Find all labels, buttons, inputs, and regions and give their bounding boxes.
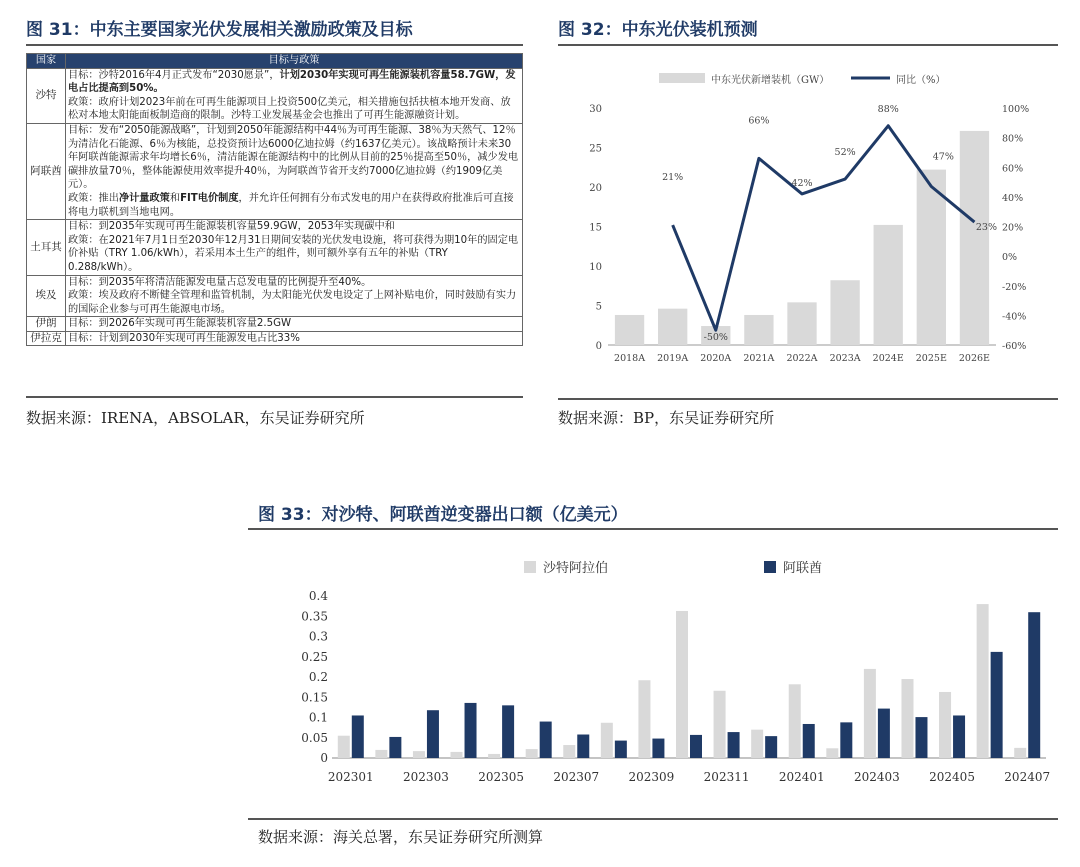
bar-saudi [338, 736, 350, 758]
x-tick-label: 202311 [703, 770, 750, 784]
policy-segment: 目标：沙特2016年4月正式发布“2030愿景”， [68, 69, 280, 81]
y-right-tick-label: 20% [1002, 222, 1024, 234]
bar-uae [803, 724, 815, 758]
policy-segment: 和 [169, 192, 181, 204]
policy-highlight: FIT电价制度 [180, 192, 239, 204]
bar-saudi [488, 754, 500, 758]
legend-label-yoy: 同比（%） [896, 75, 946, 86]
bar-saudi [1014, 748, 1026, 758]
x-tick-label: 2023A [829, 353, 861, 364]
bar-uae [615, 741, 627, 758]
bar-saudi [375, 750, 387, 758]
y-tick-label: 0.1 [308, 710, 328, 725]
x-tick-label: 2020A [700, 353, 732, 364]
bar-saudi [864, 669, 876, 758]
bar-uae [465, 703, 477, 758]
fig31-source: 数据来源：IRENA，ABSOLAR，东吴证券研究所 [26, 409, 365, 427]
y-right-tick-label: -20% [1002, 281, 1027, 293]
fig33-source: 数据来源：海关总署，东吴证券研究所测算 [258, 828, 544, 846]
bar-uae [352, 715, 364, 758]
policy-row [27, 220, 523, 275]
bar-saudi [901, 679, 913, 758]
legend-swatch-saudi [524, 561, 536, 573]
x-tick-label: 202305 [478, 770, 525, 784]
bar-installs [874, 225, 903, 345]
y-tick-label: 0.3 [308, 629, 328, 644]
bar-saudi [977, 604, 989, 758]
bar-installs [830, 280, 859, 345]
policy-country: 阿联酋 [27, 123, 66, 219]
y-left-tick-label: 20 [589, 183, 602, 194]
policy-segment: 政策：埃及政府不断健全管理和监管机制，为太阳能光伏发电设定了上网补贴电价，同时鼓励有实力的国际企业参与可再生能源电市场。 [68, 290, 517, 315]
bar-uae [728, 732, 740, 758]
policy-country: 沙特 [27, 68, 66, 123]
x-tick-label: 202301 [327, 770, 374, 784]
policy-text [66, 68, 523, 123]
policy-segment: 目标：到2026年实现可再生能源装机容量2.5GW [68, 318, 292, 330]
x-tick-label: 202401 [778, 770, 825, 784]
inverter-export-chart [248, 532, 1058, 818]
bar-saudi [676, 611, 688, 758]
bar-installs [615, 315, 644, 345]
policy-paragraph [68, 220, 520, 234]
policy-paragraph [68, 192, 520, 219]
legend-label-uae: 阿联酋 [783, 561, 823, 576]
legend-label-saudi: 沙特阿拉伯 [543, 561, 609, 576]
header-country: 国家 [27, 54, 66, 69]
y-right-tick-label: 0% [1002, 252, 1018, 264]
bar-uae [540, 722, 552, 758]
policy-table-header [27, 54, 523, 69]
y-tick-label: 0.35 [301, 609, 328, 624]
fig33-title-rule [248, 528, 1058, 530]
y-tick-label: 0.15 [301, 690, 328, 705]
policy-country: 伊拉克 [27, 331, 66, 346]
x-tick-label: 2021A [743, 353, 775, 364]
policy-paragraph [68, 276, 520, 290]
policy-paragraph [68, 124, 520, 192]
y-left-tick-label: 10 [589, 262, 602, 273]
policy-country: 伊朗 [27, 317, 66, 332]
fig32-title: 图 32：中东光伏装机预测 [558, 20, 758, 40]
x-tick-label: 202309 [628, 770, 675, 784]
y-right-tick-label: 40% [1002, 192, 1024, 204]
data-label-yoy: 23% [975, 222, 998, 234]
policy-text [66, 275, 523, 317]
policy-segment: 目标：发布“2050能源战略”，计划到2050年能源结构中44％为可再生能源、38％为天然气、12％为清洁化石能源、6％为核能，总投资预计达6000亿迪拉姆（约1637亿美元）。该战略预计未来30年阿联酋能源需求年均增长6％，清洁能源在能源结构中的比例从目前的25％提高至50％，减少发电碳排放量70％，整体能源使用效率提升40％，为阿联酋节省开支约7000亿迪拉姆（约1909亿美元）。 [68, 124, 519, 191]
policy-segment: 政策：在2021年7月1日至2030年12月31日期间安装的光伏发电设施，将可获得为期10年的固定电价补贴（TRY 1.06/kWh），若采用本土生产的组件，则可额外享有五年的补贴（TRY 0.288/kWh）。 [68, 234, 519, 273]
fig33-bottom-rule [248, 818, 1058, 820]
x-tick-label: 2022A [786, 353, 818, 364]
policy-paragraph [68, 69, 520, 96]
bar-uae [1028, 612, 1040, 758]
fig33-title: 图 33：对沙特、阿联酋逆变器出口额（亿美元） [258, 505, 628, 525]
data-label-yoy: 66% [748, 115, 770, 127]
policy-segment: 政策：推出 [68, 192, 119, 204]
bar-uae [652, 739, 664, 758]
bar-saudi [526, 749, 538, 758]
policy-text [66, 317, 523, 332]
bar-installs [787, 302, 816, 345]
bar-saudi [714, 691, 726, 758]
data-label-yoy: -50% [703, 332, 728, 344]
bar-saudi [413, 751, 425, 758]
policy-row [27, 68, 523, 123]
x-tick-label: 202405 [929, 770, 975, 784]
policy-segment: 目标：到2035年将清洁能源发电量占总发电量的比例提升至40%。 [68, 276, 372, 288]
policy-country: 埃及 [27, 275, 66, 317]
policy-segment: 政策：政府计划2023年前在可再生能源项目上投资500亿美元，相关措施包括扶植本地开发商、放松对本地太阳能面板制造商的限制。沙特工业发展基金会也推出了可再生能源融资计划。 [68, 96, 511, 122]
bar-uae [953, 715, 965, 758]
x-tick-label: 2019A [657, 353, 689, 364]
policy-row [27, 331, 523, 346]
x-tick-label: 202303 [403, 770, 449, 784]
x-tick-label: 202403 [853, 770, 900, 784]
policy-text [66, 331, 523, 346]
header-policy: 目标与政策 [66, 54, 523, 69]
data-label-yoy: 21% [662, 172, 684, 184]
y-tick-label: 0.25 [301, 649, 328, 664]
fig31-bottom-rule [26, 396, 523, 398]
policy-text [66, 123, 523, 219]
x-tick-label: 202307 [553, 770, 600, 784]
bar-saudi [563, 745, 575, 758]
fig31-title: 图 31：中东主要国家光伏发展相关激励政策及目标 [26, 20, 413, 40]
y-left-tick-label: 25 [589, 143, 602, 155]
bar-uae [991, 652, 1003, 758]
bar-saudi [789, 684, 801, 758]
y-right-tick-label: 60% [1002, 163, 1024, 175]
x-tick-label: 2024E [872, 353, 904, 364]
y-left-tick-label: 30 [589, 104, 602, 115]
bar-saudi [826, 748, 838, 758]
policy-highlight: 计划2030年实现可再生能源装机容量58.7GW，发电占比提高到50%。 [68, 69, 516, 95]
policy-segment: ，并允许任何拥有分布式发电的用户在获得政府批准后可直接将电力联机到当地电网。 [68, 192, 514, 218]
fig31-title-rule [26, 44, 523, 46]
y-right-tick-label: -60% [1002, 341, 1027, 352]
y-left-tick-label: 5 [595, 301, 602, 313]
y-right-tick-label: -40% [1002, 311, 1027, 323]
y-right-tick-label: 100% [1002, 104, 1030, 115]
bar-uae [915, 717, 927, 758]
bar-uae [389, 737, 401, 758]
bar-uae [840, 722, 852, 758]
y-tick-label: 0 [320, 751, 328, 765]
data-label-yoy: 52% [834, 147, 856, 159]
bar-saudi [638, 680, 650, 758]
bar-installs [960, 131, 989, 345]
data-label-yoy: 47% [932, 151, 954, 163]
y-left-tick-label: 15 [589, 222, 602, 234]
x-tick-label: 202407 [1004, 770, 1051, 784]
x-tick-label: 2018A [614, 353, 646, 364]
bar-uae [878, 709, 890, 758]
y-tick-label: 0.2 [308, 670, 328, 684]
bar-uae [427, 710, 439, 758]
bar-saudi [939, 692, 951, 758]
bar-saudi [751, 730, 763, 758]
bar-uae [690, 735, 702, 758]
policy-paragraph [68, 317, 520, 331]
x-tick-label: 2026E [958, 353, 991, 364]
fig32-title-rule [558, 44, 1058, 46]
y-tick-label: 0.05 [301, 730, 328, 745]
legend-swatch-uae [764, 561, 776, 573]
policy-country: 土耳其 [27, 220, 66, 275]
data-label-yoy: 42% [791, 177, 813, 189]
policy-paragraph [68, 96, 520, 123]
bar-installs [744, 315, 773, 345]
bar-uae [765, 736, 777, 758]
y-tick-label: 0.4 [308, 589, 328, 603]
x-tick-label: 2025E [915, 353, 947, 364]
legend-label-installs: 中东光伏新增装机（GW） [711, 75, 830, 86]
policy-paragraph [68, 332, 520, 346]
bar-installs [658, 309, 687, 345]
policy-table [26, 53, 523, 346]
bar-saudi [451, 752, 463, 758]
bar-uae [577, 735, 589, 758]
solar-installation-chart [558, 48, 1058, 396]
policy-segment: 目标：计划到2030年实现可再生能源发电占比33% [68, 332, 300, 344]
policy-text [66, 220, 523, 275]
y-left-tick-label: 0 [595, 341, 602, 352]
fig32-bottom-rule [558, 398, 1058, 400]
policy-paragraph [68, 289, 520, 316]
policy-segment: 目标：到2035年实现可再生能源装机容量59.9GW，2053年实现碳中和 [68, 221, 395, 233]
bar-uae [502, 705, 514, 758]
policy-row [27, 317, 523, 332]
policy-paragraph [68, 234, 520, 275]
bar-saudi [601, 723, 613, 758]
policy-row [27, 123, 523, 219]
fig32-source: 数据来源：BP，东吴证券研究所 [558, 409, 775, 427]
data-label-yoy: 88% [877, 103, 899, 115]
legend-swatch-bar [659, 73, 705, 83]
y-right-tick-label: 80% [1002, 133, 1024, 145]
policy-row [27, 275, 523, 317]
policy-highlight: 净计量政策 [118, 192, 170, 204]
